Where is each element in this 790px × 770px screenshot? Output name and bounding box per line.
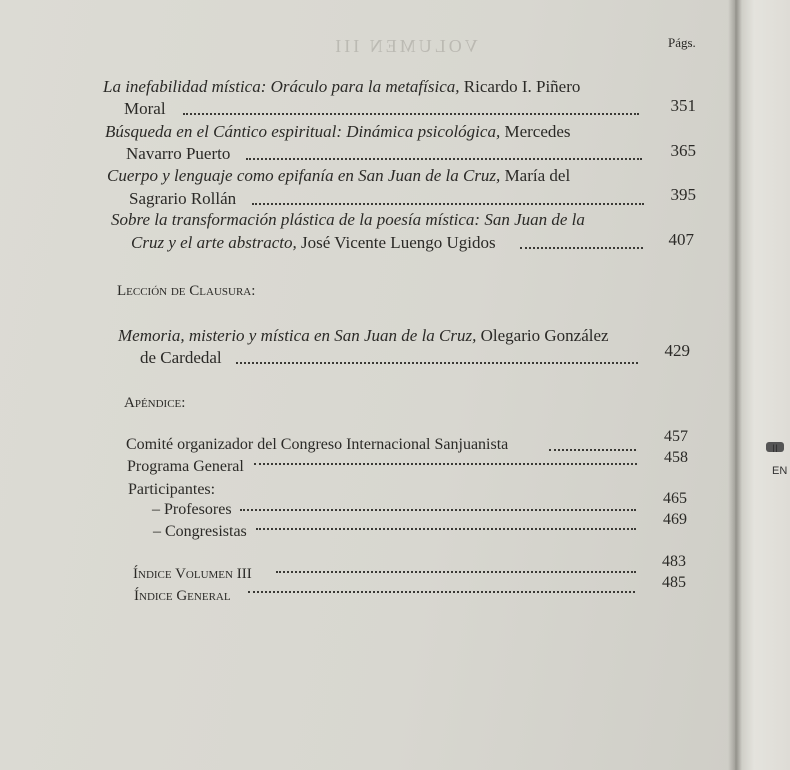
toc-entry-title: Cuerpo y lenguaje como epifanía en San Juan de la Cruz, María del <box>107 166 571 185</box>
appendix-item: Participantes: <box>128 481 216 498</box>
appendix-subitem: – Profesores <box>152 501 232 518</box>
appendix-item: Programa General <box>127 458 244 475</box>
pages-column-label: Págs. <box>668 35 696 50</box>
page-number: 483 <box>662 553 686 570</box>
page-number: 407 <box>668 230 694 249</box>
leader-dots <box>252 203 644 205</box>
leader-dots <box>246 158 642 160</box>
leader-dots <box>240 509 636 511</box>
page-number: 469 <box>663 511 687 528</box>
toc-entry-title: Sobre la transformación plástica de la poesía mística: San Juan de la <box>111 210 585 229</box>
toc-entry-author: Moral <box>124 99 166 118</box>
leader-dots <box>254 463 637 465</box>
leader-dots <box>276 571 636 573</box>
page-number: 365 <box>670 141 696 160</box>
leader-dots <box>183 113 639 115</box>
index-entry: Índice Volumen III <box>133 566 252 582</box>
leader-dots <box>236 362 638 364</box>
toc-entry-title: Búsqueda en el Cántico espiritual: Dinámica psicológica, Mercedes <box>105 122 571 141</box>
leader-dots <box>256 528 636 530</box>
spine-shadow <box>728 0 742 770</box>
adjacent-page-text: II <box>772 443 779 455</box>
section-heading: Apéndice: <box>124 395 186 411</box>
adjacent-page <box>735 0 790 770</box>
toc-entry-title: Memoria, misterio y mística en San Juan de la Cruz, Olegario González <box>118 326 609 345</box>
page-number: 429 <box>664 341 690 360</box>
leader-dots <box>248 591 635 593</box>
toc-entry-author: Cruz y el arte abstracto, José Vicente Luengo Ugidos <box>131 233 496 252</box>
leader-dots <box>520 247 643 249</box>
toc-entry-title: La inefabilidad mística: Oráculo para la metafísica, Ricardo I. Piñero <box>103 77 581 96</box>
page-number: 465 <box>663 490 687 507</box>
page-number: 485 <box>662 574 686 591</box>
toc-entry-author: de Cardedal <box>140 348 222 367</box>
toc-entry-author: Navarro Puerto <box>126 144 231 163</box>
page-number: 457 <box>664 428 688 445</box>
appendix-item: Comité organizador del Congreso Internacional Sanjuanista <box>126 436 509 453</box>
leader-dots <box>549 449 636 451</box>
bleed-through-title: VOLUMEN III <box>332 36 478 56</box>
section-heading: Lección de Clausura: <box>117 283 256 299</box>
page-number: 351 <box>670 96 696 115</box>
toc-entry-author: Sagrario Rollán <box>129 189 237 208</box>
page-number: 458 <box>664 449 688 466</box>
appendix-subitem: – Congresistas <box>153 523 247 540</box>
index-entry: Índice General <box>134 588 231 604</box>
page-number: 395 <box>670 185 696 204</box>
adjacent-page-text: EN <box>772 465 788 477</box>
